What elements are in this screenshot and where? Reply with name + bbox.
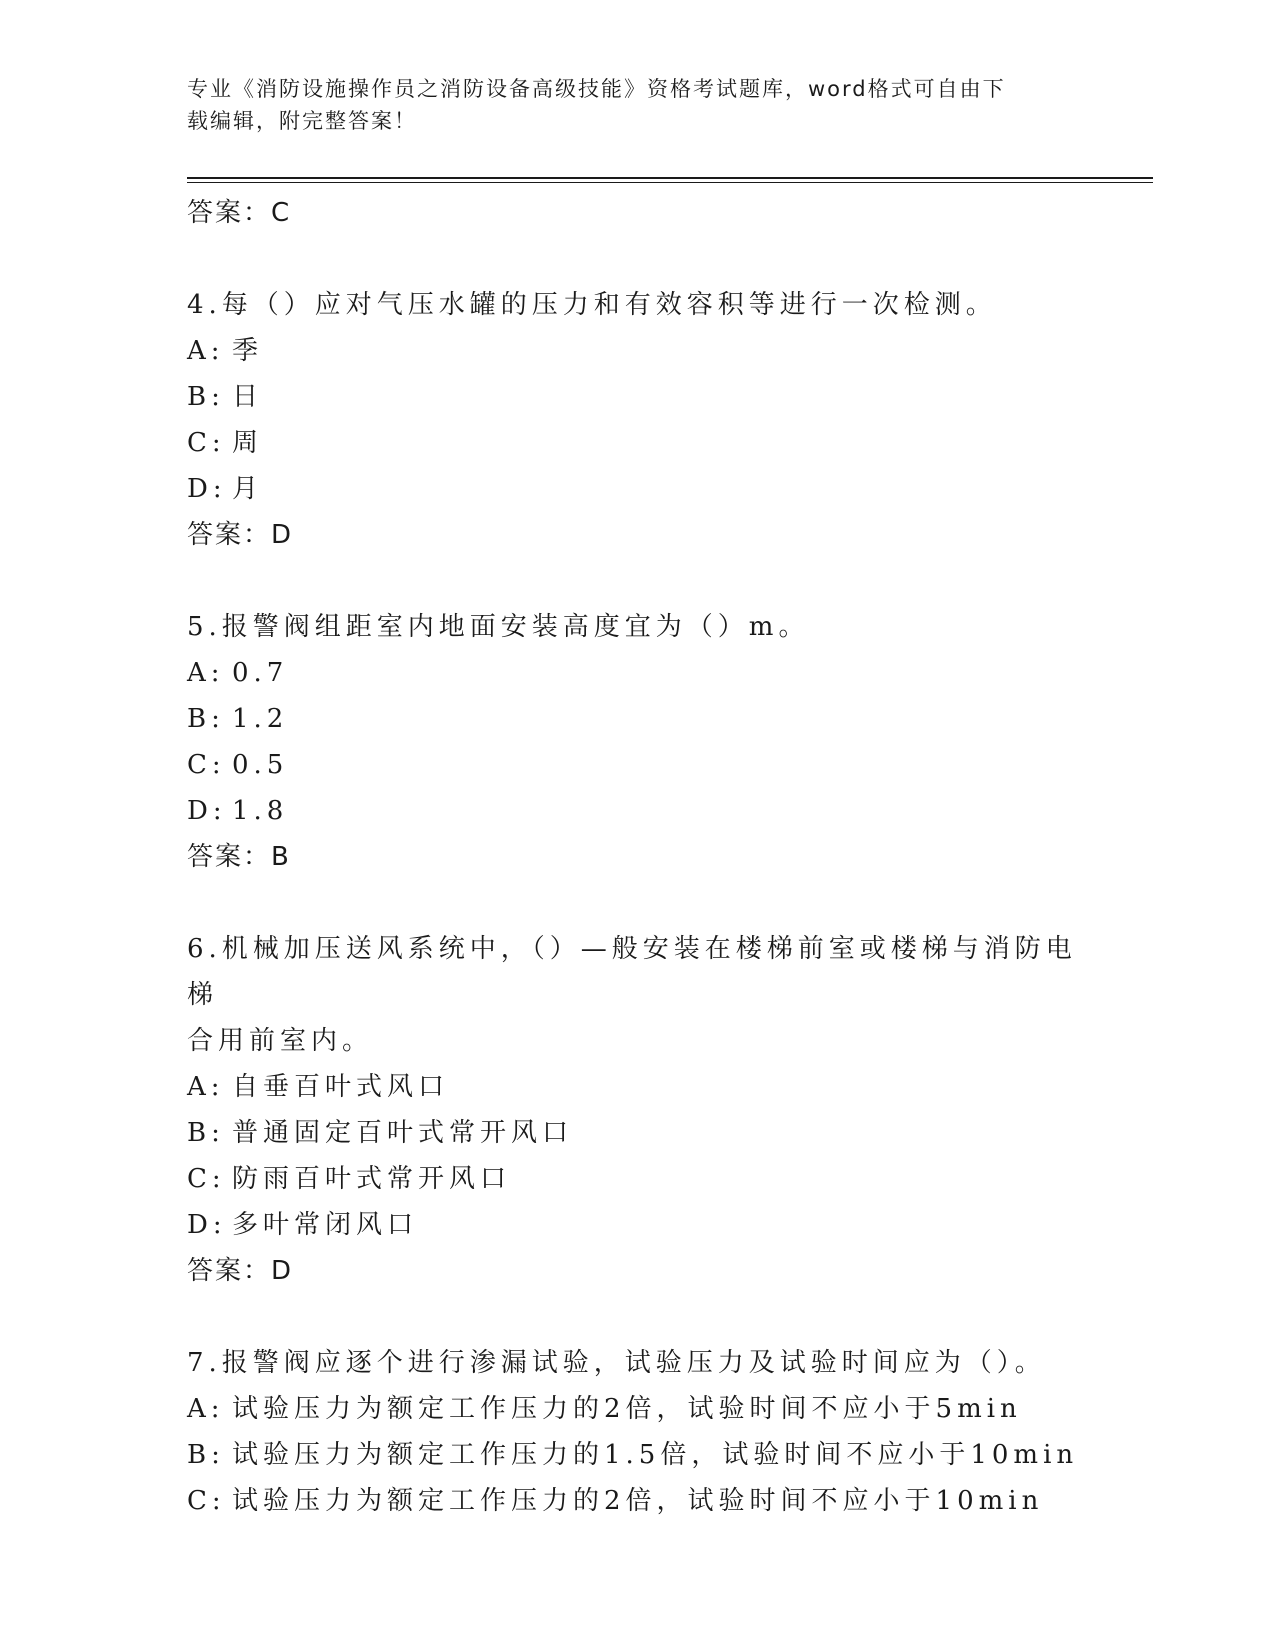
option-letter: D:: [187, 796, 227, 826]
option-letter: D:: [187, 474, 227, 504]
spacer: [187, 1294, 1087, 1340]
option-text: 月: [232, 474, 264, 504]
option-letter: A:: [187, 336, 225, 366]
option-c: [187, 1478, 1087, 1524]
answer-line: [187, 1248, 1087, 1294]
option-text: 0.7: [232, 658, 289, 688]
header-rule-thin: [187, 182, 1153, 183]
option-b: [187, 374, 1087, 420]
option-d: [187, 788, 1087, 834]
answer-line: [187, 190, 1087, 236]
option-a: [187, 650, 1087, 696]
option-text: 多叶常闭风口: [232, 1210, 419, 1240]
question-text-line-1: 6.机械加压送风系统中，（）—般安装在楼梯前室或楼梯与消防电梯: [187, 934, 1077, 1010]
option-b: [187, 696, 1087, 742]
option-letter: B:: [187, 704, 225, 734]
option-text: 周: [232, 428, 264, 458]
spacer: [187, 880, 1087, 926]
document-header: [187, 73, 1067, 137]
spacer: [187, 558, 1087, 604]
answer-label: 答案：: [187, 842, 272, 872]
question-text: 5.报警阀组距室内地面安装高度宜为（）m。: [187, 612, 810, 642]
option-letter: D:: [187, 1210, 227, 1240]
option-text: 自垂百叶式风口: [232, 1072, 450, 1102]
question-text-line-2: 合用前室内。: [187, 1026, 374, 1056]
answer-label: 答案：: [187, 1256, 272, 1286]
header-line-2: 载编辑，附完整答案！: [187, 109, 417, 133]
option-b: [187, 1432, 1087, 1478]
option-a: [187, 1064, 1087, 1110]
option-text: 日: [232, 382, 264, 412]
option-letter: C:: [187, 1164, 226, 1194]
option-text: 0.5: [232, 750, 289, 780]
option-c: [187, 1156, 1087, 1202]
document-content: [187, 190, 1087, 1524]
option-text: 试验压力为额定工作压力的2倍，试验时间不应小于10min: [232, 1486, 1044, 1516]
option-text: 季: [232, 336, 264, 366]
option-letter: B:: [187, 1440, 225, 1470]
answer-value: D: [271, 1256, 294, 1286]
option-a: [187, 1386, 1087, 1432]
question-text: 4.每（）应对气压水罐的压力和有效容积等进行一次检测。: [187, 290, 997, 320]
option-c: [187, 420, 1087, 466]
answer-value: C: [271, 198, 292, 228]
spacer: [187, 236, 1087, 282]
option-b: [187, 1110, 1087, 1156]
option-letter: B:: [187, 382, 225, 412]
option-c: [187, 742, 1087, 788]
option-letter: C:: [187, 750, 226, 780]
option-text: 试验压力为额定工作压力的1.5倍，试验时间不应小于10min: [232, 1440, 1079, 1470]
option-letter: A:: [187, 1394, 225, 1424]
option-text: 普通固定百叶式常开风口: [232, 1118, 574, 1148]
option-text: 防雨百叶式常开风口: [232, 1164, 512, 1194]
answer-label: 答案：: [187, 198, 272, 228]
option-letter: B:: [187, 1118, 225, 1148]
answer-value: D: [271, 520, 294, 550]
option-d: [187, 1202, 1087, 1248]
option-letter: C:: [187, 1486, 226, 1516]
answer-line: [187, 834, 1087, 880]
option-letter: C:: [187, 428, 226, 458]
option-text: 试验压力为额定工作压力的2倍，试验时间不应小于5min: [232, 1394, 1022, 1424]
option-letter: A:: [187, 658, 225, 688]
option-letter: A:: [187, 1072, 225, 1102]
answer-line: [187, 512, 1087, 558]
question-text: 7.报警阀应逐个进行渗漏试验，试验压力及试验时间应为（）。: [187, 1348, 1046, 1378]
option-d: [187, 466, 1087, 512]
header-rule-thick: [187, 177, 1153, 179]
answer-label: 答案：: [187, 520, 272, 550]
option-a: [187, 328, 1087, 374]
option-text: 1.8: [232, 796, 289, 826]
option-text: 1.2: [232, 704, 289, 734]
header-line-1: 专业《消防设施操作员之消防设备高级技能》资格考试题库，word格式可自由下: [187, 77, 1006, 101]
answer-value: B: [271, 842, 291, 872]
